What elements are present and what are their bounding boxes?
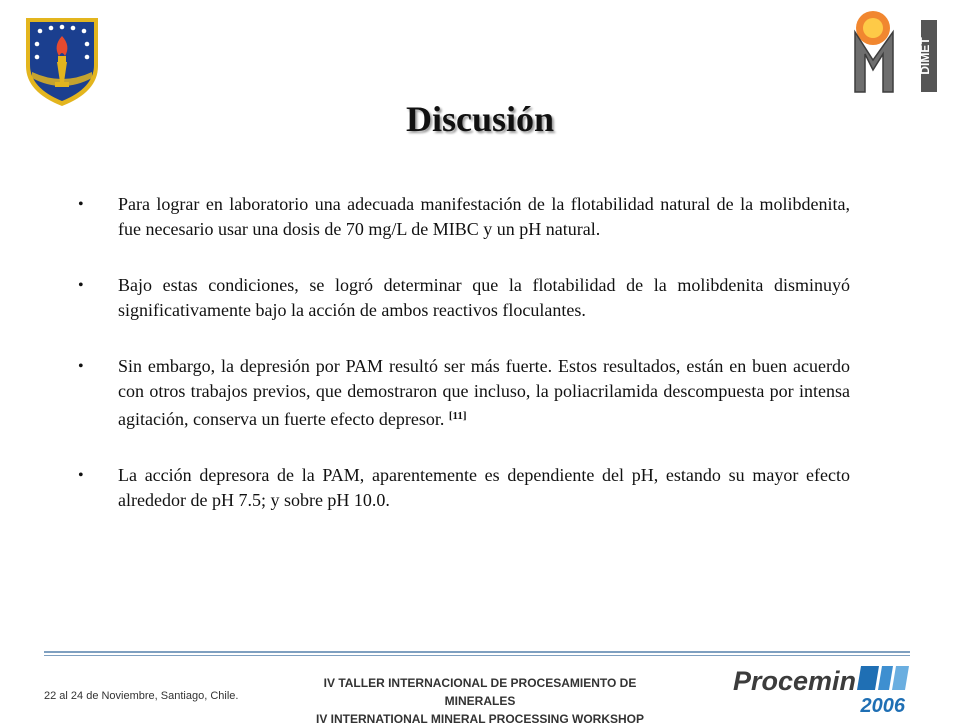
procemin-logo-icon [733,660,913,716]
bullet-item [78,354,850,432]
bullet-marker: • [78,196,84,213]
bullet-text: La acción depresora de la PAM, aparentemente es dependiente del pH, estando su mayor efecto alrededor de pH 7.5; y sobre pH 10.0. [118,465,850,510]
bullet-text: Bajo estas condiciones, se logró determinar que la flotabilidad de la molibdenita disminuyó significativamente bajo la acción de ambos reactivos floculantes. [118,275,850,320]
university-crest-icon [22,14,102,110]
footer-divider [44,651,910,653]
procemin-logo-year: 2006 [860,695,905,716]
bullet-item [78,463,850,513]
slide-title: Discusión [405,99,555,139]
citation-reference: [11] [448,410,467,422]
footer-divider-thin [44,655,910,656]
bullet-marker: • [78,467,84,484]
dimet-logo-icon [843,6,943,98]
bullet-item [78,192,850,242]
footer-date-location: 22 al 24 de Noviembre, Santiago, Chile. [44,690,239,702]
bullet-text: Sin embargo, la depresión por PAM resultó ser más fuerte. Estos resultados, están en buen acuerdo con otros trabajos previos, que demostraron que incluso, la poliacrilamida descompuesta por intensa agitación, conserva un fuerte efecto depresor. [118,356,850,429]
procemin-logo-name: Procemin [733,666,857,696]
bullet-text: Para lograr en laboratorio una adecuada manifestación de la flotabilidad natural de la molibdenita, fue necesario usar una dosis de 70 mg/L de MIBC y un pH natural. [118,194,850,239]
bullet-marker: • [78,277,84,294]
dimet-logo-text: DIMET [918,37,932,75]
bullet-item [78,273,850,323]
footer-event-line-1: IV TALLER INTERNACIONAL DE PROCESAMIENTO DE MINERALES [323,676,637,708]
bullet-list [78,192,850,544]
bullet-marker: • [78,358,84,375]
footer-event-line-2: IV INTERNATIONAL MINERAL PROCESSING WORKSHOP [315,712,645,726]
